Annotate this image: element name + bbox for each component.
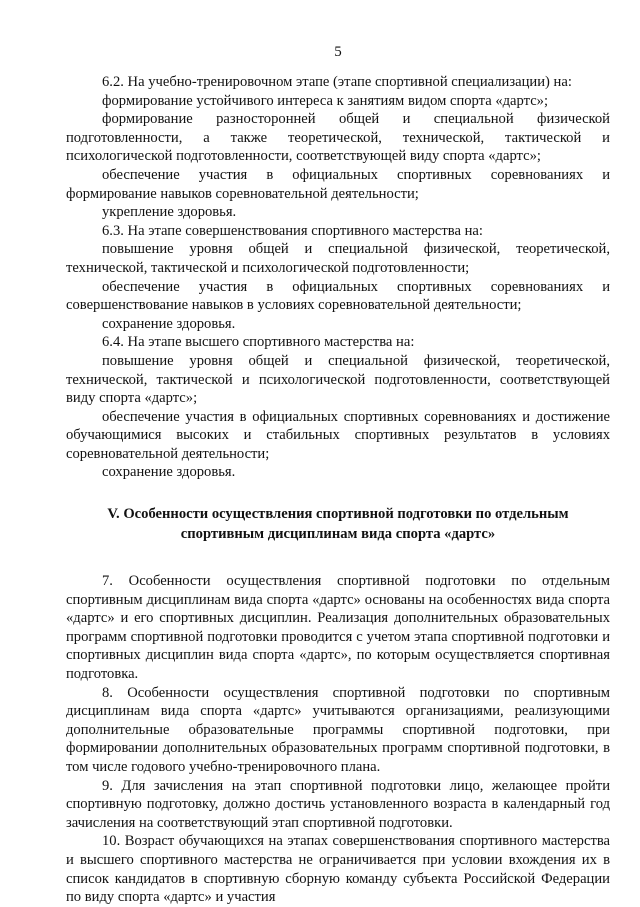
paragraph: укрепление здоровья. <box>102 204 237 221</box>
paragraph: повышение уровня общей и специальной физической, теоретической, технической, тактической и психологической подготовленности, соответствующей виду спорта «дартс»; <box>66 352 610 407</box>
paragraph: формирование устойчивого интереса к занятиям видом спорта «дартс»; <box>102 92 549 109</box>
paragraph: 6.4. На этапе высшего спортивного мастерства на: <box>102 334 415 351</box>
section-heading: V. Особенности осуществления спортивной подготовки по отдельным спортивным дисциплинам вида спорта «дартс» <box>107 506 569 543</box>
paragraph: формирование разносторонней общей и специальной физической подготовленности, а также теоретической, технической, тактической и психологической подготовленности, соответствующей виду спорта «дартс»; <box>66 111 610 165</box>
paragraph: 6.2. На учебно-тренировочном этапе (этапе спортивной специализации) на: <box>102 74 572 90</box>
paragraph: 8. Особенности осуществления спортивной подготовки по спортивным дисциплинам вида спорта «дартс» учитываются организациями, реализующими дополнительные образовательные программы спортивной подготовки, при формировании дополнительных образовательных программ спортивной подготовки, в том числе годового учебно-тренировочного плана. <box>66 684 610 775</box>
paragraph: 7. Особенности осуществления спортивной подготовки по отдельным спортивным дисциплинам вида спорта «дартс» основаны на особенностях вида спорта «дартс» и его спортивных дисциплин. Реализация дополнительных образовательных программ спортивной подготовки проводится с учетом этапа спортивной подготовки и спортивных дисциплин вида спорта «дартс», по которым осуществляется спортивная подготовка. <box>66 573 610 683</box>
paragraph: обеспечение участия в официальных спортивных соревнованиях и достижение обучающимися высоких и стабильных спортивных результатов в условиях соревновательной деятельности; <box>66 408 610 462</box>
paragraph: 10. Возраст обучающихся на этапах совершенствования спортивного мастерства и высшего спортивного мастерства не ограничивается при условии вхождения их в список кандидатов в спортивную сборную команду субъекта Российской Федерации по виду спорта «дартс» и участия <box>66 833 610 906</box>
paragraph: сохранение здоровья. <box>102 464 236 481</box>
paragraphs-top <box>66 73 610 482</box>
page-number: 5 <box>334 44 342 60</box>
paragraph: обеспечение участия в официальных спортивных соревнованиях и совершенствование навыков в условиях соревновательной деятельности; <box>66 278 610 314</box>
paragraph: сохранение здоровья. <box>102 315 236 332</box>
paragraph: 6.3. На этапе совершенствования спортивного мастерства на: <box>102 222 483 239</box>
paragraphs-bottom <box>66 572 610 907</box>
paragraph: повышение уровня общей и специальной физической, теоретической, технической, тактической и психологической подготовленности; <box>66 241 610 276</box>
paragraph: обеспечение участия в официальных спортивных соревнованиях и формирование навыков соревновательной деятельности; <box>66 166 610 202</box>
paragraph: 9. Для зачисления на этап спортивной подготовки лицо, желающее пройти спортивную подготовку, должно достичь установленного возраста в календарный год зачисления на соответствующий этап спортивной подготовки. <box>66 777 610 831</box>
